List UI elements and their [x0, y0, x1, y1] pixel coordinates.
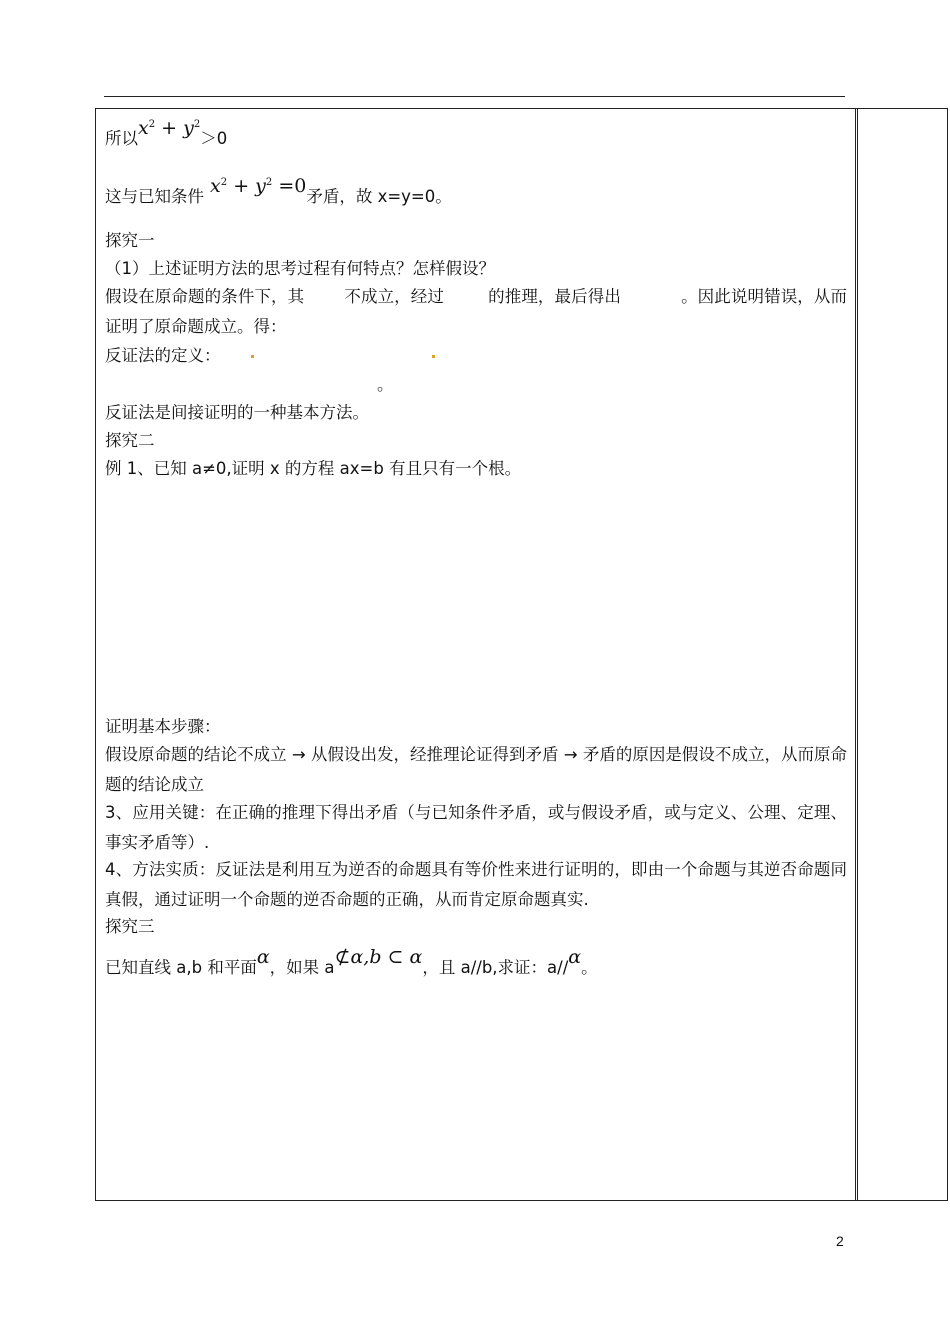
application-key: 3、应用关键：在正确的推理下得出矛盾（与已知条件矛盾，或与假设矛盾，或与定义、公理、定理、事实矛盾等）.: [105, 803, 847, 852]
line-so-inequality: 所以$x^2 + y^2>0$: [105, 117, 228, 148]
definition-end: 。: [377, 375, 394, 394]
column-divider: [855, 109, 856, 1200]
blank-marker: [432, 355, 435, 358]
explore3-problem: 已知直线 a,b 和平面α，如果 a⊄α,b ⊂ α，且 a//b,求证：a//α。: [105, 946, 598, 977]
explore1-title: 探究一: [105, 231, 155, 250]
example-1: 例 1、已知 a≠0,证明 x 的方程 ax=b 有且只有一个根。: [105, 459, 522, 478]
steps-title: 证明基本步骤：: [105, 717, 221, 736]
method-essence: 4、方法实质：反证法是利用互为逆否的命题具有等价性来进行证明的，即由一个命题与其逆否命题同真假，通过证明一个命题的逆否命题的正确，从而肯定原命题真实.: [105, 860, 847, 909]
explore1-question: （1）上述证明方法的思考过程有何特点？怎样假设？: [105, 259, 495, 278]
definition-label: 反证法的定义：: [105, 345, 435, 367]
page-number: 2: [836, 1233, 844, 1249]
math-a-notin-alpha-b-in-alpha: ⊄α,b ⊂ α: [334, 946, 423, 968]
explore3-title: 探究三: [105, 917, 155, 936]
indirect-proof-note: 反证法是间接证明的一种基本方法。: [105, 403, 369, 422]
steps-body: 假设原命题的结论不成立 → 从假设出发，经推理论证得到矛盾 → 矛盾的原因是假设不成立，从而原命题的结论成立: [105, 745, 847, 794]
math-x2-plus-y2: $x^2 + y^2$: [138, 117, 201, 139]
math-alpha: α: [256, 946, 270, 968]
column-divider-inner: [857, 109, 858, 1200]
explore2-title: 探究二: [105, 431, 155, 450]
line-contradiction: 这与已知条件 $x^2 + y^2 =0$矛盾，故 x=y=0。: [105, 175, 452, 206]
math-alpha: α: [568, 946, 582, 968]
math-x2-plus-y2-eq-0: $x^2 + y^2 =0$: [210, 175, 307, 197]
header-rule: [104, 96, 845, 97]
blank-marker: [251, 355, 254, 358]
explore1-paragraph: 假设在原命题的条件下，其 不成立，经过 的推理，最后得出 。因此说明错误，从而证明了原命题成立。得：: [105, 287, 848, 336]
